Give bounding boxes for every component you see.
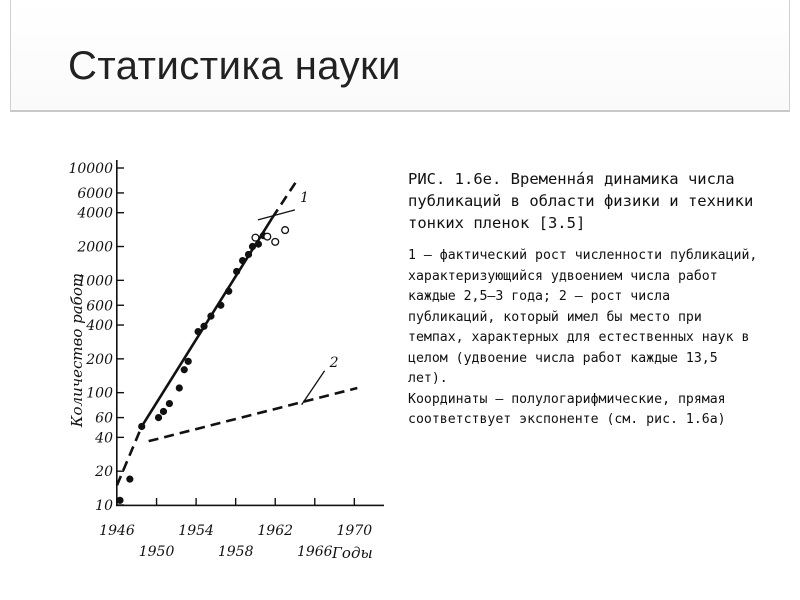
data-point-open (264, 233, 271, 240)
data-point-filled (239, 257, 245, 263)
data-point-filled (127, 476, 133, 482)
data-point-filled (249, 243, 255, 249)
data-point-filled (181, 367, 187, 373)
annotation-label-1: 1 (299, 189, 309, 206)
y-tick-label: 600 (86, 298, 113, 315)
y-tick-label: 2000 (77, 239, 113, 256)
axis-ticks (68, 161, 372, 560)
data-point-open (282, 227, 289, 234)
x-tick-label: 1962 (257, 523, 294, 539)
data-point-filled (208, 313, 214, 319)
data-point-filled (117, 497, 123, 503)
trend-lines (117, 179, 357, 485)
trend-line-2-dashed (149, 388, 358, 441)
data-point-filled (195, 328, 201, 334)
data-point-open (252, 234, 259, 241)
y-tick-label: 10000 (68, 161, 113, 177)
y-tick-label: 6000 (77, 185, 113, 202)
data-point-filled (166, 400, 172, 406)
x-axis-label: Годы (332, 544, 373, 562)
x-tick-label: 1958 (217, 544, 254, 560)
slide-title: Статистика науки (68, 44, 401, 88)
y-tick-label: 4000 (77, 205, 113, 222)
data-point-filled (176, 385, 182, 391)
annotation-label-2: 2 (329, 354, 339, 371)
x-tick-label: 1946 (99, 523, 135, 539)
y-tick-label: 10 (95, 498, 113, 514)
y-tick-label: 20 (95, 464, 113, 481)
y-tick-label: 400 (86, 318, 113, 335)
data-point-filled (218, 302, 224, 308)
data-point-filled (160, 408, 166, 414)
caption-heading: РИС. 1.6е. Временна́я динамика числа публикаций в области физики и техники тонких пленок [3.5] (408, 170, 754, 232)
y-tick-label: 200 (86, 351, 113, 368)
figure-caption (408, 168, 760, 431)
data-point-filled (245, 251, 251, 257)
y-tick-label: 60 (95, 410, 113, 427)
y-tick-label: 40 (95, 430, 113, 447)
data-point-filled (155, 414, 161, 420)
y-tick-label: 100 (86, 385, 113, 402)
data-point-filled (139, 423, 145, 429)
data-point-open (272, 238, 279, 245)
data-point-filled (233, 268, 239, 274)
data-point-filled (226, 288, 232, 294)
y-axis-label: Количество работ (68, 272, 86, 428)
y-tick-label: 1000 (77, 273, 113, 290)
data-points (117, 227, 289, 504)
x-tick-label: 1966 (296, 544, 333, 560)
x-tick-label: 1970 (336, 523, 373, 539)
caption-legend: 1 — фактический рост численности публикаций, характеризующийся удвоением числа работ каждые 2,5—3 года; 2 — рост числа публикаций, который имел бы место при темпах, характерных для естественных наук в целом (удвоение числа работ каждые 13,5 лет). (408, 248, 758, 386)
x-tick-label: 1950 (138, 544, 175, 560)
data-point-filled (255, 241, 261, 247)
y-axis-line (116, 160, 118, 506)
data-point-filled (185, 358, 191, 364)
caption-coordinates: Координаты — полулогарифмические, прямая соответствует экспоненте (см. рис. 1.6а) (408, 391, 726, 427)
data-point-filled (201, 323, 207, 329)
x-tick-label: 1954 (178, 523, 214, 539)
